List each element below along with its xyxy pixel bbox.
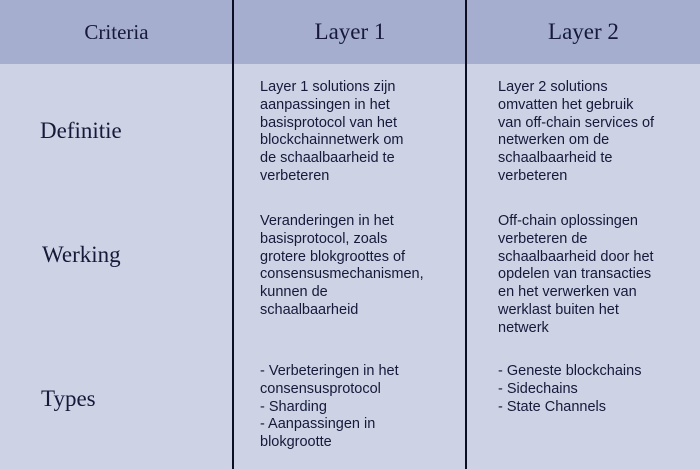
text-line: verbeteren (498, 167, 568, 184)
text-line: netwerk (498, 319, 549, 336)
row-label-werking: Werking (42, 242, 121, 267)
text-line: consensusmechanismen, (260, 266, 424, 283)
text-line: Layer 1 solutions zijn (260, 79, 396, 95)
list-item: - Sharding (260, 398, 327, 415)
list-item: - Geneste blockchains (498, 363, 642, 379)
text-line: opdelen van transacties (498, 266, 652, 283)
list-item: - Sidechains (498, 380, 578, 397)
list-item: - Aanpassingen in (260, 416, 376, 433)
header-criteria: Criteria (84, 19, 149, 44)
header-layer-1: Layer 1 (314, 19, 386, 44)
cell-werking-layer-2 (498, 213, 688, 338)
row-label-definitie: Definitie (40, 118, 122, 143)
list-item: blokgrootte (260, 434, 332, 451)
text-line: schaalbaarheid door het (498, 248, 654, 265)
text-line: netwerken om de (498, 132, 610, 149)
cell-werking-layer-1 (260, 213, 450, 320)
text-line: omvatten het gebruik (498, 96, 634, 113)
text-line: basisprotocol, zoals (260, 230, 388, 247)
text-line: basisprotocol van het (260, 114, 398, 131)
column-divider-2 (465, 0, 467, 469)
text-line: de schaalbaarheid te (260, 150, 395, 167)
text-line: Layer 2 solutions (498, 79, 608, 95)
list-item: consensusprotocol (260, 380, 381, 397)
text-line: van off-chain services of (498, 114, 655, 131)
text-line: schaalbaarheid (260, 301, 359, 318)
list-item: - Verbeteringen in het (260, 363, 399, 379)
text-line: aanpassingen in het (260, 96, 390, 113)
text-line: kunnen de (260, 284, 328, 301)
text-line: werklast buiten het (498, 301, 619, 318)
list-item: - State Channels (498, 398, 607, 415)
cell-definitie-layer-1 (260, 79, 450, 186)
text-line: grotere blokgroottes of (260, 248, 406, 265)
cell-types-layer-1 (260, 363, 450, 452)
text-line: Off-chain oplossingen (498, 213, 638, 229)
text-line: schaalbaarheid te (498, 150, 613, 167)
text-line: Veranderingen in het (260, 213, 394, 229)
cell-types-layer-2 (498, 363, 688, 416)
cell-definitie-layer-2 (498, 79, 688, 186)
row-label-types: Types (41, 386, 96, 411)
header-layer-2: Layer 2 (548, 19, 619, 44)
text-line: blockchainnetwerk om (260, 132, 404, 149)
table-header (0, 0, 700, 64)
text-line: verbeteren (260, 167, 330, 184)
text-line: verbeteren de (498, 230, 588, 247)
text-line: en het verwerken van (498, 284, 637, 301)
